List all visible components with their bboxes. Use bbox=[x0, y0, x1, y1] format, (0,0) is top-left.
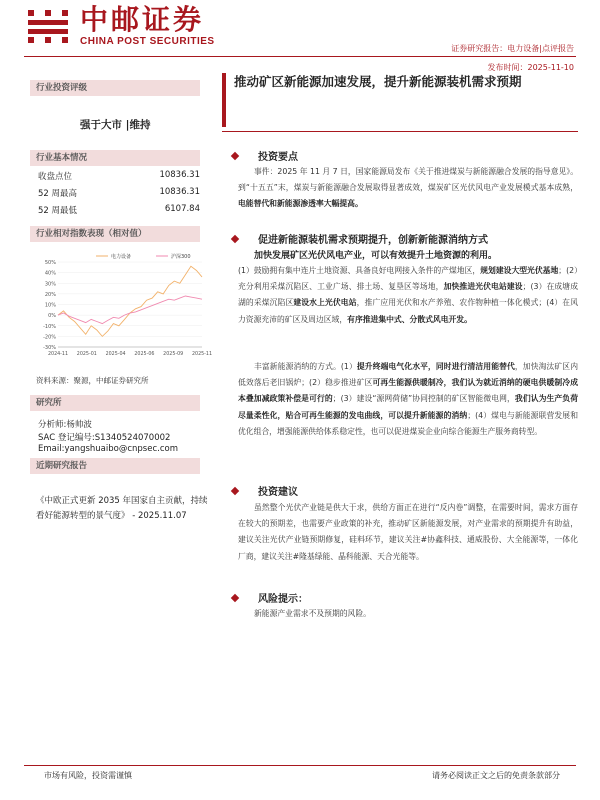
pv-paragraph bbox=[238, 263, 578, 328]
y-tick-label: -20% bbox=[43, 334, 56, 341]
y-tick-label: 30% bbox=[44, 281, 56, 288]
consumption-text: ；(4）煤电与新能源联营发展和优化组合，增强能源供给体系稳定性，也可以促进煤炭企业向综合能源生产服务商转型。 bbox=[238, 410, 578, 436]
x-tick-label: 2025-01 bbox=[76, 352, 97, 357]
section-heading: 风险提示： bbox=[258, 594, 308, 605]
legend-label: 电力设备 bbox=[111, 254, 132, 260]
footer-divider bbox=[24, 765, 576, 766]
consumption-emphasis: 我们认为生产负荷尽量柔性化，贴合可再生能源的发电曲线，可以提升新能源的消纳 bbox=[238, 394, 579, 420]
section-heading: 投资要点 bbox=[258, 152, 298, 163]
basics-heading: 行业基本情况 bbox=[30, 150, 200, 166]
basics-label: 收盘点位 bbox=[38, 172, 73, 182]
footer-risk-note: 市场有风险，投资需谨慎 bbox=[44, 771, 132, 780]
y-tick-label: -10% bbox=[43, 323, 56, 330]
pv-text: ；(3）在成塘成湖的采煤沉陷区 bbox=[238, 282, 579, 308]
section-heading: 促进新能源装机需求预期提升，创新新能源消纳方式 bbox=[258, 235, 488, 246]
section-bullet-icon bbox=[231, 152, 239, 160]
basics-value: 10836.31 bbox=[159, 170, 200, 180]
report-type: 证券研究报告：电力设备|点评报告 bbox=[451, 44, 574, 53]
sub-heading: 加快发展矿区光伏风电产业，可以有效提升土地资源的利用。 bbox=[254, 251, 498, 261]
pv-emphasis: 有序推进集中式、分散式风电开发。 bbox=[347, 314, 472, 324]
recent-heading: 近期研究报告 bbox=[30, 458, 200, 474]
x-tick-label: 2025-04 bbox=[105, 352, 126, 357]
y-tick-label: 20% bbox=[44, 291, 56, 298]
relative-index-chart bbox=[36, 250, 213, 365]
pv-emphasis: 规划建设大型光伏基地 bbox=[480, 266, 559, 275]
x-tick-label: 2025-09 bbox=[163, 352, 184, 357]
event-paragraph bbox=[238, 164, 578, 213]
basics-row bbox=[38, 204, 200, 216]
legend-label: 沪深300 bbox=[171, 254, 191, 260]
consumption-text: 丰富新能源消纳的方式。(1） bbox=[254, 362, 357, 371]
basics-row bbox=[38, 187, 200, 199]
section-bullet-icon bbox=[231, 235, 239, 243]
consumption-text: ，加快淘汰矿区内低效落后老旧锅炉；(2）稳步推进矿区 bbox=[238, 362, 578, 388]
logo-text-cn: 中邮证券 bbox=[80, 3, 205, 36]
consumption-emphasis: 提升终端电气化水平，同时进行清洁用能替代 bbox=[356, 362, 515, 371]
consumption-emphasis: 可再生能源供暖制冷，我们认为就近消纳的硬电供暖制冷成本叠加减政策补偿是可行的 bbox=[238, 378, 578, 404]
x-tick-label: 2024-11 bbox=[47, 352, 69, 357]
event-emphasis: 电能替代和新能源渗透率大幅提高。 bbox=[238, 199, 363, 209]
y-tick-label: 40% bbox=[44, 270, 56, 277]
chart-heading: 行业相对指数表现（相对值） bbox=[30, 226, 200, 242]
consumption-paragraph bbox=[238, 359, 578, 440]
pv-emphasis: 加快推进光伏电站建设 bbox=[443, 282, 523, 292]
title-divider bbox=[222, 131, 578, 132]
basics-value: 10836.31 bbox=[159, 187, 200, 197]
analyst-name: 分析师:杨帅波 bbox=[38, 420, 92, 430]
advice-paragraph: 虽然整个光伏产业链是供大于求，供给方面正在进行“反内卷”调整，在需要时间，需求方面存在较大的预期差，也需要产业政策的补充，推动矿区新能源发展，对产业需求的预期提升有助益，建议关注光伏产业链预期修复，硅料环节，建议关注#协鑫科技、通威股份、大全能源等，一体化厂商，建议关注#隆基绿能、晶科能源、天合光能等。 bbox=[238, 503, 578, 561]
pv-text: ；(2）充分利用采煤沉陷区、工业广场、排土场、复垦区等场地， bbox=[238, 266, 579, 292]
basics-row bbox=[38, 170, 200, 182]
y-tick-label: 0% bbox=[48, 313, 56, 320]
analyst-sac: SAC 登记编号:S1340524070002 bbox=[38, 433, 171, 443]
basics-label: 52 周最低 bbox=[38, 206, 78, 216]
y-tick-label: -30% bbox=[43, 345, 56, 351]
header-divider bbox=[24, 56, 576, 57]
logo-mark bbox=[24, 6, 72, 46]
pv-emphasis: 建设水上光伏电站 bbox=[293, 298, 357, 308]
footer-disclaimer-note: 请务必阅读正文之后的免责条款部分 bbox=[432, 771, 560, 780]
logo-text-en: CHINA POST SECURITIES bbox=[80, 36, 215, 47]
pv-text: ，推广应用光伏和水产养殖、农作物种植一体化模式；(4）在风力资源充沛的矿区及周边区域， bbox=[238, 298, 579, 324]
pv-text: (1）鼓励拥有集中连片土地资源、具备良好电网接入条件的产煤地区， bbox=[238, 266, 481, 275]
rating-heading: 行业投资评级 bbox=[30, 80, 200, 96]
industry-rating: 强于大市 |维持 bbox=[80, 119, 151, 131]
publish-time: 发布时间：2025-11-10 bbox=[487, 63, 574, 72]
title-accent-bar bbox=[222, 73, 226, 127]
report-title: 推动矿区新能源加速发展，提升新能源装机需求预期 bbox=[234, 74, 522, 89]
analyst-heading: 研究所 bbox=[30, 395, 200, 411]
basics-label: 52 周最高 bbox=[38, 189, 78, 199]
risk-paragraph: 新能源产业需求不及预期的风险。 bbox=[254, 609, 371, 618]
y-tick-label: 50% bbox=[44, 260, 56, 266]
analyst-email[interactable]: Email:yangshuaibo@cnpsec.com bbox=[38, 444, 178, 454]
basics-value: 6107.84 bbox=[164, 204, 200, 214]
x-tick-label: 2025-06 bbox=[134, 352, 155, 357]
section-bullet-icon bbox=[231, 594, 239, 602]
consumption-text: ；(3）建设“源网荷储”协同控制的矿区智能微电网， bbox=[332, 394, 515, 404]
chart-svg bbox=[36, 250, 213, 365]
section-bullet-icon bbox=[231, 487, 239, 495]
y-tick-label: 10% bbox=[44, 302, 56, 309]
recent-report-link[interactable]: 《中欧正式更新 2035 年国家自主贡献，持续看好能源转型的景气度》 - 2025.11.07 bbox=[36, 496, 208, 521]
section-heading: 投资建议 bbox=[258, 487, 298, 498]
x-tick-label: 2025-11 bbox=[191, 352, 213, 357]
series-line bbox=[58, 296, 202, 324]
chart-source: 资料来源：聚源，中邮证券研究所 bbox=[36, 376, 149, 385]
event-text: 事件：2025 年 11 月 7 日，国家能源局发布《关于推进煤炭与新能源融合发展的指导意见》。到“十五五”末，煤炭与新能源融合发展取得显著成效，煤炭矿区光伏风电产业发展模式基本成熟， bbox=[238, 167, 578, 193]
